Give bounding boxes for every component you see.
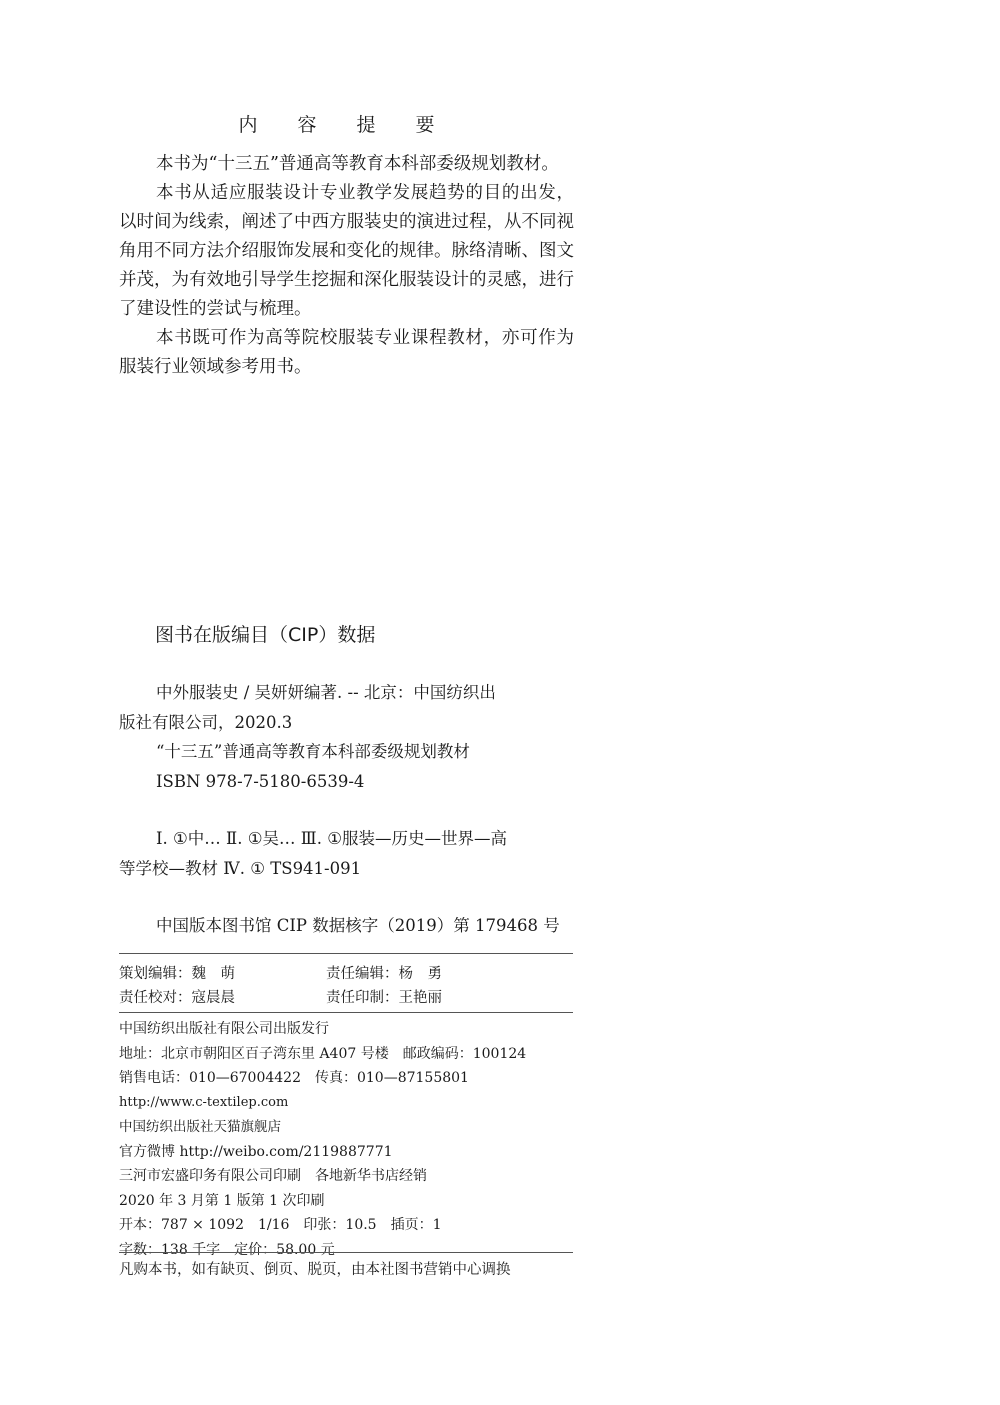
cip-line: “十三五”普通高等教育本科部委级规划教材 <box>156 742 470 761</box>
divider <box>119 1012 573 1013</box>
summary-paragraph: 本书从适应服装设计专业教学发展趋势的目的出发，以时间为线索，阐述了中西方服装史的演进过程，从不同视角用不同方法介绍服饰发展和变化的规律。脉络清晰、图文并茂，为有效地引导学生挖掘和深化服装设计的灵感，进行了建设性的尝试与梳理。 <box>119 183 574 319</box>
address-line: 地址：北京市朝阳区百子湾东里 A407 号楼 邮政编码：100124 <box>119 1045 527 1062</box>
summary-paragraph: 本书为“十三五”普通高等教育本科部委级规划教材。 <box>156 154 559 174</box>
planning-editor: 策划编辑：魏 萌 <box>119 966 235 982</box>
cip-heading: 图书在版编目（CIP）数据 <box>155 624 376 646</box>
weibo-line: 官方微博 http://weibo.com/2119887771 <box>119 1143 393 1160</box>
summary-body <box>119 150 574 382</box>
printer-line: 三河市宏盛印务有限公司印刷 各地新华书店经销 <box>119 1168 427 1184</box>
summary-paragraph: 本书既可作为高等院校服装专业课程教材，亦可作为服装行业领域参考用书。 <box>119 328 574 377</box>
store-line: 中国纺织出版社天猫旗舰店 <box>119 1119 281 1135</box>
phone-line: 销售电话：010—67004422 传真：010—87155801 <box>119 1070 469 1086</box>
responsible-editor: 责任编辑：杨 勇 <box>326 966 442 982</box>
cip-classification: 等学校—教材 Ⅳ. ① TS941-091 <box>119 858 362 878</box>
publisher-line: 中国纺织出版社有限公司出版发行 <box>119 1021 329 1037</box>
cip-line: 中外服装史 / 吴妍妍编著. -- 北京：中国纺织出 <box>156 683 496 702</box>
divider <box>119 1252 573 1253</box>
price-line: 字数：138 千字 定价：58.00 元 <box>119 1241 335 1258</box>
footer-note: 凡购本书，如有缺页、倒页、脱页，由本社图书营销中心调换 <box>119 1262 511 1278</box>
website-link: http://www.c-textilep.com <box>119 1094 289 1110</box>
proofreader: 责任校对：寇晨晨 <box>119 990 235 1006</box>
format-line: 开本：787 × 1092 1/16 印张：10.5 插页：1 <box>119 1217 442 1233</box>
imprint-block <box>119 1017 579 1262</box>
cip-record <box>119 678 579 941</box>
divider <box>119 953 573 954</box>
cip-isbn: ISBN 978-7-5180-6539-4 <box>156 771 365 791</box>
summary-title: 内 容 提 要 <box>238 114 452 136</box>
cip-classification: Ⅰ. ①中… Ⅱ. ①吴… Ⅲ. ①服装—历史—世界—高 <box>156 829 507 848</box>
edition-line: 2020 年 3 月第 1 版第 1 次印刷 <box>119 1192 325 1209</box>
cip-line: 版社有限公司，2020.3 <box>119 712 293 732</box>
cip-verification-number: 中国版本图书馆 CIP 数据核字（2019）第 179468 号 <box>156 916 560 935</box>
print-supervisor: 责任印制：王艳丽 <box>326 990 442 1006</box>
